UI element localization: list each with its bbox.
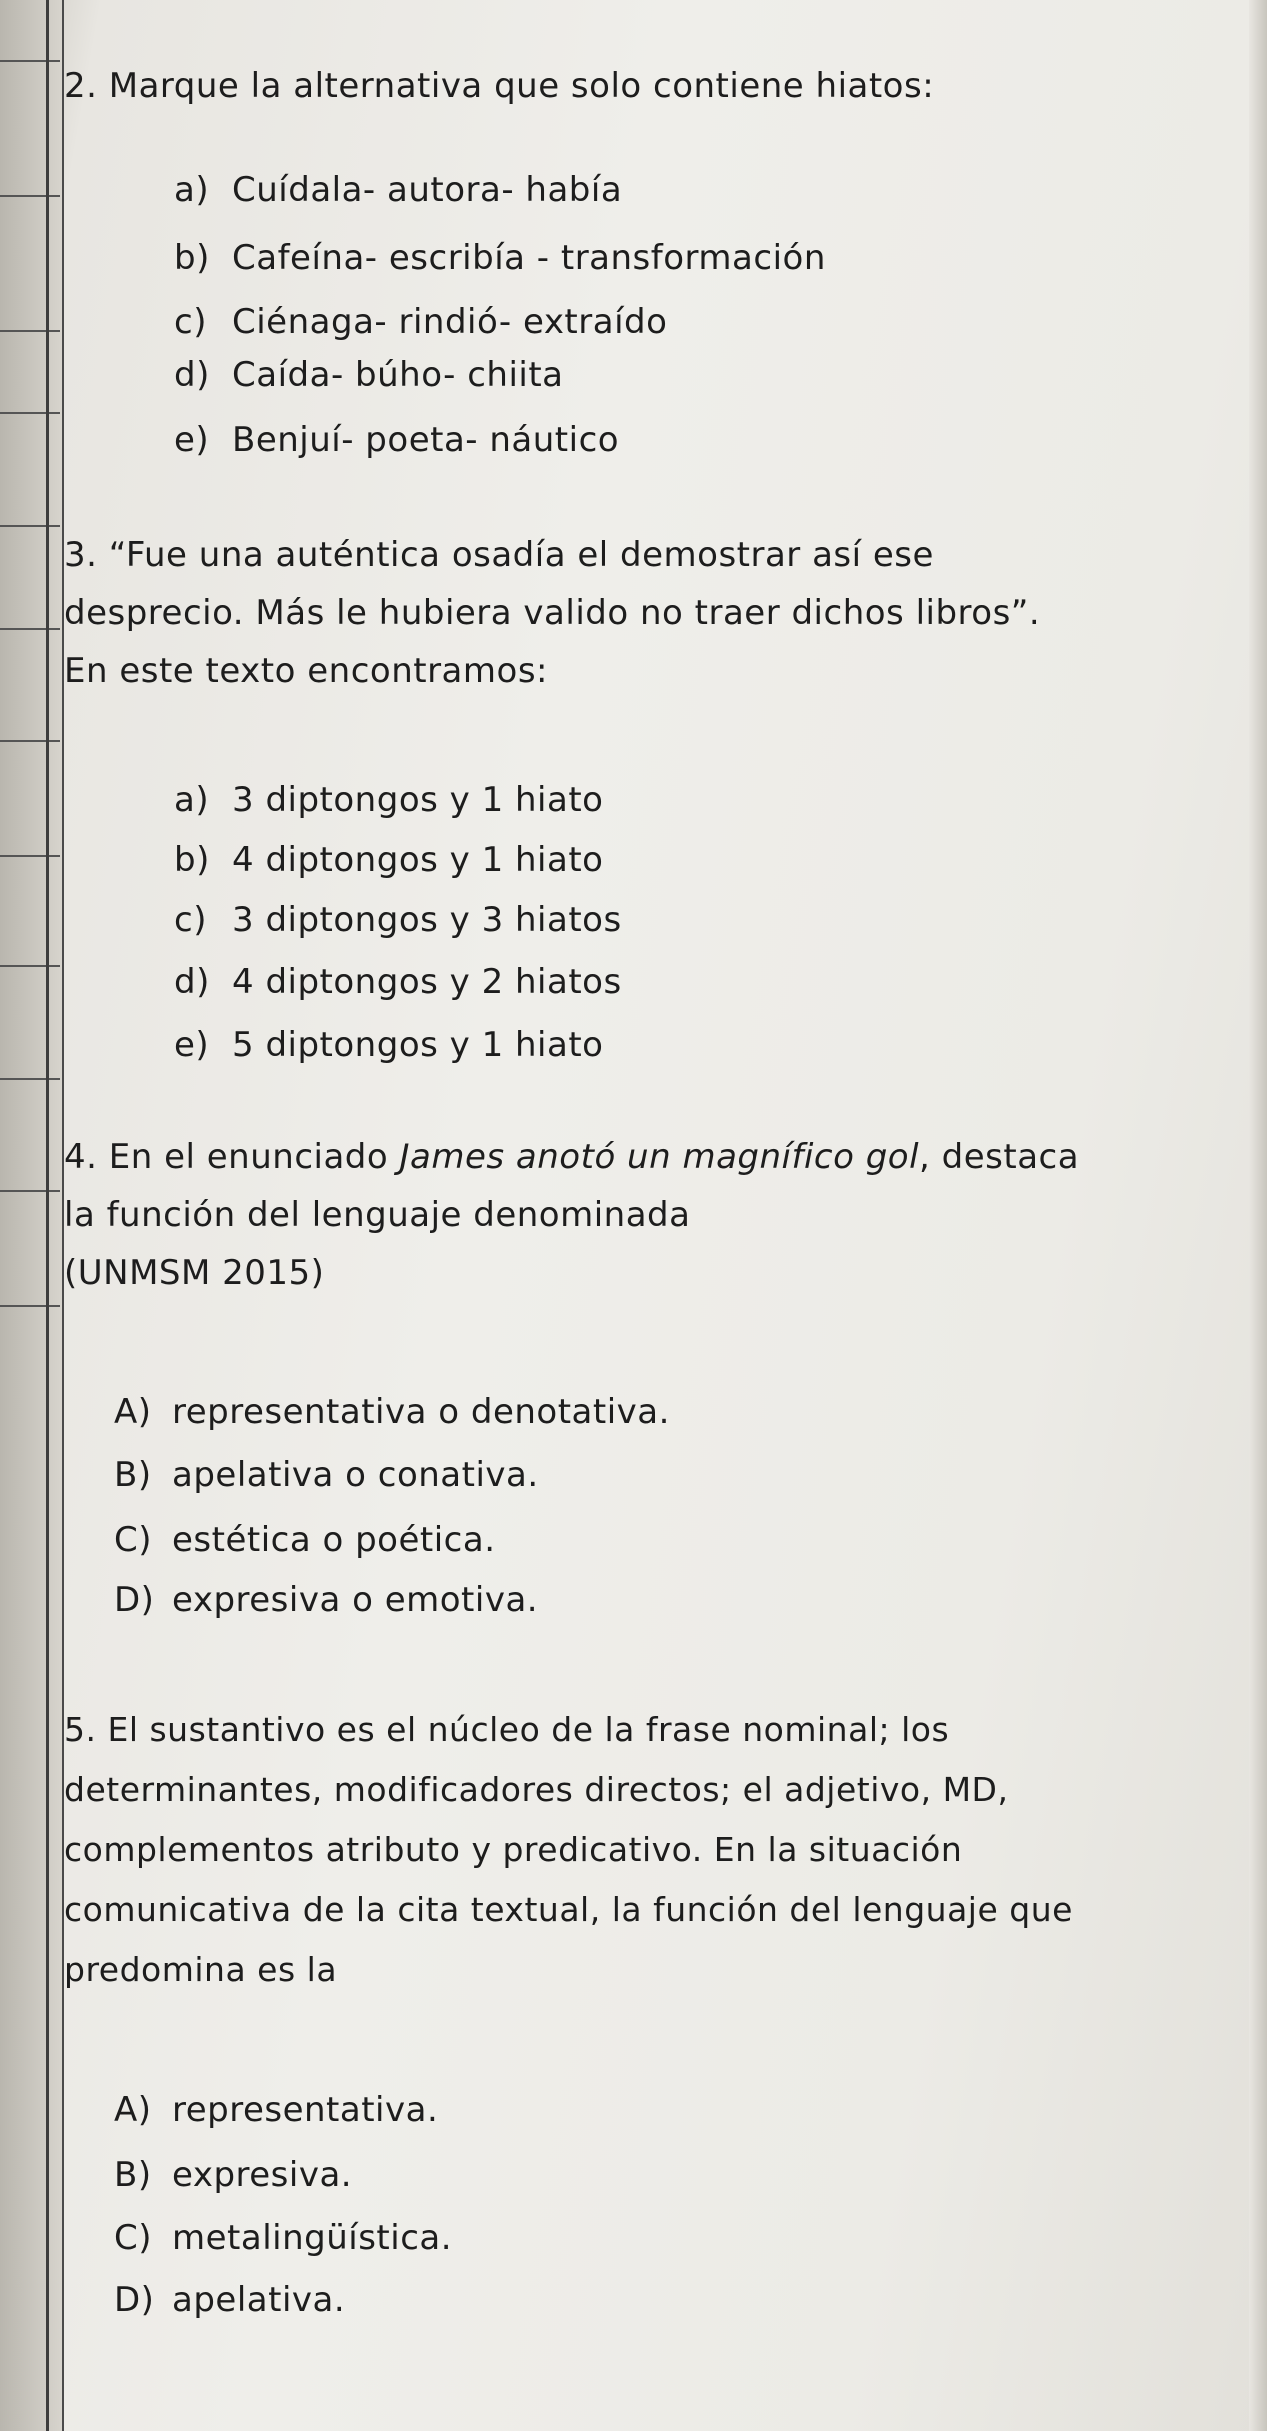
- question-5-line-3: complementos atributo y predicativo. En la situación: [64, 1830, 963, 1869]
- q3-option-d: [174, 962, 622, 1002]
- q2-option-e: [174, 420, 619, 460]
- option-text: representativa.: [172, 2090, 439, 2130]
- q2-option-b: [174, 238, 826, 278]
- question-4-source: (UNMSM 2015): [64, 1253, 325, 1293]
- option-letter: c): [174, 900, 207, 940]
- option-letter: C): [114, 1520, 153, 1560]
- option-letter: D): [114, 1580, 155, 1620]
- margin-tick: [0, 60, 60, 62]
- option-letter: b): [174, 238, 210, 278]
- q5-option-a: [114, 2090, 438, 2130]
- option-text: 4 diptongos y 2 hiatos: [232, 962, 622, 1002]
- option-text: apelativa o conativa.: [172, 1455, 539, 1495]
- option-text: Caída- búho- chiita: [232, 355, 564, 395]
- option-text: 3 diptongos y 1 hiato: [232, 780, 604, 820]
- margin-rule-line: [46, 0, 49, 2431]
- question-2-title: 2. Marque la alternativa que solo contiene hiatos:: [64, 66, 935, 106]
- option-letter: d): [174, 355, 210, 395]
- option-text: 5 diptongos y 1 hiato: [232, 1025, 604, 1065]
- page-right-edge: [1249, 0, 1267, 2431]
- option-text: 4 diptongos y 1 hiato: [232, 840, 604, 880]
- q5-option-b: [114, 2155, 352, 2195]
- option-letter: A): [114, 2090, 152, 2130]
- q3-option-c: [174, 900, 622, 940]
- option-text: Cafeína- escribía - transformación: [232, 238, 826, 278]
- option-text: estética o poética.: [172, 1520, 496, 1560]
- q5-option-d: [114, 2280, 345, 2320]
- option-letter: e): [174, 1025, 210, 1065]
- question-5: [64, 1700, 1073, 2000]
- q2-option-c: [174, 302, 667, 342]
- option-letter: B): [114, 1455, 152, 1495]
- question-4-line-1: [64, 1128, 1079, 1186]
- question-5-line-4: comunicativa de la cita textual, la función del lenguaje que: [64, 1890, 1073, 1929]
- option-letter: a): [174, 780, 210, 820]
- question-3: [64, 526, 1040, 700]
- margin-tick: [0, 412, 60, 414]
- option-text: apelativa.: [172, 2280, 346, 2320]
- option-text: 3 diptongos y 3 hiatos: [232, 900, 622, 940]
- option-letter: e): [174, 420, 210, 460]
- q4-option-b: [114, 1455, 539, 1495]
- question-5-line-1: 5. El sustantivo es el núcleo de la frase nominal; los: [64, 1710, 950, 1749]
- option-letter: c): [174, 302, 207, 342]
- margin-tick: [0, 740, 60, 742]
- q4-line-1-end: , destaca: [919, 1137, 1080, 1177]
- margin-tick: [0, 1078, 60, 1080]
- question-3-line-2: desprecio. Más le hubiera valido no traer dichos libros”.: [64, 593, 1041, 633]
- question-5-line-2: determinantes, modificadores directos; el adjetivo, MD,: [64, 1770, 1009, 1809]
- margin-tick: [0, 1190, 60, 1192]
- option-text: Cuídala- autora- había: [232, 170, 623, 210]
- q4-option-a: [114, 1392, 670, 1432]
- q3-option-e: [174, 1025, 603, 1065]
- margin-tick: [0, 525, 60, 527]
- question-5-line-5: predomina es la: [64, 1950, 338, 1989]
- option-letter: A): [114, 1392, 152, 1432]
- option-letter: D): [114, 2280, 155, 2320]
- question-3-line-3: En este texto encontramos:: [64, 651, 548, 691]
- q3-option-b: [174, 840, 603, 880]
- margin-tick: [0, 965, 60, 967]
- question-3-line-1: 3. “Fue una auténtica osadía el demostrar así ese: [64, 535, 934, 575]
- margin-tick: [0, 855, 60, 857]
- option-text: metalingüística.: [172, 2218, 453, 2258]
- option-letter: b): [174, 840, 210, 880]
- q4-option-c: [114, 1520, 496, 1560]
- q5-option-c: [114, 2218, 452, 2258]
- page-left-margin: [0, 0, 64, 2431]
- question-2: [64, 58, 934, 114]
- option-letter: d): [174, 962, 210, 1002]
- option-text: representativa o denotativa.: [172, 1392, 670, 1432]
- q4-quoted-sentence: James anotó un magnífico gol: [399, 1137, 920, 1177]
- option-letter: B): [114, 2155, 152, 2195]
- q4-line-1-start: 4. En el enunciado: [64, 1137, 400, 1177]
- margin-tick: [0, 330, 60, 332]
- option-text: Ciénaga- rindió- extraído: [232, 302, 668, 342]
- question-4-line-2: la función del lenguaje denominada: [64, 1195, 691, 1235]
- q4-option-d: [114, 1580, 538, 1620]
- q3-option-a: [174, 780, 603, 820]
- option-text: expresiva o emotiva.: [172, 1580, 539, 1620]
- q2-option-d: [174, 355, 564, 395]
- option-letter: C): [114, 2218, 153, 2258]
- question-4: [64, 1128, 1079, 1302]
- option-text: Benjuí- poeta- náutico: [232, 420, 620, 460]
- margin-tick: [0, 195, 60, 197]
- q2-option-a: [174, 170, 622, 210]
- option-text: expresiva.: [172, 2155, 353, 2195]
- option-letter: a): [174, 170, 210, 210]
- margin-tick: [0, 628, 60, 630]
- margin-tick: [0, 1305, 60, 1307]
